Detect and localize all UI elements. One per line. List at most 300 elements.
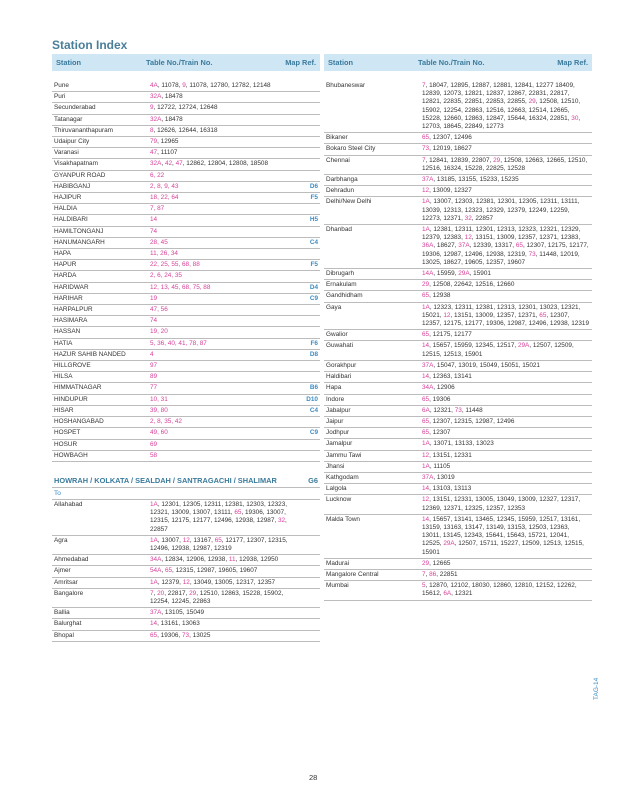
table-numbers xyxy=(422,452,590,460)
table-numbers xyxy=(150,567,288,575)
station-name: Puri xyxy=(54,93,66,101)
train-numbers: , 12363, 13141 xyxy=(429,373,472,381)
table-row xyxy=(52,339,320,350)
train-numbers: , 12507, 12509, 12515, 12513, 15901 xyxy=(422,342,574,358)
table-ref: 11, 26, 34 xyxy=(150,250,178,258)
station-name: Madurai xyxy=(326,559,350,567)
table-ref: 20 xyxy=(157,589,165,597)
station-name: Kathgodam xyxy=(326,473,359,481)
map-ref xyxy=(288,93,318,101)
table-ref: 1A xyxy=(150,500,158,508)
train-numbers: , 12339, 13317, xyxy=(469,242,516,250)
table-row xyxy=(52,451,320,462)
station-name: Bhopal xyxy=(54,631,74,639)
table-numbers xyxy=(150,317,288,325)
station-name: HARPALPUR xyxy=(54,306,93,314)
table-row xyxy=(52,193,320,204)
table-ref: 29A xyxy=(443,540,455,548)
table-ref: 7 xyxy=(422,82,426,89)
map-ref: D4 xyxy=(309,283,318,291)
table-row xyxy=(52,383,320,394)
station-name: Ajmer xyxy=(54,567,71,575)
table-numbers xyxy=(150,537,288,553)
train-numbers: , 15657, 13141, 13465, 12345, 15959, 12517, 13161, 13159, 13163, 13147, 13149, 13153, 12503, 12363, 13011, 13145, 12343, 15641, 15643, 15721, 12041, 12525, xyxy=(422,515,581,548)
table-ref: 14 xyxy=(422,373,430,381)
train-numbers: , 13105, 15049 xyxy=(161,609,205,617)
map-ref: D10 xyxy=(306,395,318,403)
map-ref xyxy=(288,138,318,146)
table-row xyxy=(324,361,592,372)
table-row xyxy=(52,159,320,170)
table-ref: 12 xyxy=(422,496,430,504)
table-ref: 65 xyxy=(422,395,430,403)
table-ref: 12 xyxy=(182,536,190,544)
table-ref: 34A xyxy=(422,384,434,392)
table-row xyxy=(324,495,592,514)
table-ref: 1A xyxy=(422,303,430,311)
table-numbers xyxy=(150,194,288,202)
station-name: HAMILTONGANJ xyxy=(54,227,104,235)
station-name: HALDIBARI xyxy=(54,216,88,224)
table-ref: 12 xyxy=(464,234,472,242)
train-numbers: , 12323, 12311, 12381, 12313, 12301, 13023, 12321, 15021, xyxy=(422,303,581,319)
table-ref: 29 xyxy=(189,589,197,597)
table-ref: 37A xyxy=(458,242,470,250)
table-row xyxy=(324,428,592,439)
table-ref: 14 xyxy=(422,515,430,523)
table-numbers xyxy=(150,172,288,180)
table-ref: 12, 13, 45, 68, 75, 88 xyxy=(150,283,211,291)
station-name: HARDA xyxy=(54,272,77,280)
side-tab: TAG-14 xyxy=(593,677,600,700)
table-numbers xyxy=(150,239,288,247)
table-numbers xyxy=(422,582,590,598)
table-numbers xyxy=(150,216,288,224)
map-ref xyxy=(288,501,318,534)
station-name: Jodhpur xyxy=(326,429,350,437)
table-numbers xyxy=(150,351,288,359)
table-ref: 32A xyxy=(150,160,162,168)
table-row xyxy=(52,81,320,92)
train-numbers: , 12381, 12311, 12301, 12313, 12323, 12321, 12329, 12379, 12383, xyxy=(422,226,581,242)
section-to-label: To xyxy=(52,488,320,500)
table-ref: 2, 8, 9, 43 xyxy=(150,182,179,190)
table-ref: 58 xyxy=(150,451,158,459)
station-name: Varanasi xyxy=(54,149,79,157)
table-row xyxy=(52,215,320,226)
table-ref: 69 xyxy=(150,440,158,448)
train-numbers: , 15959, xyxy=(433,270,459,278)
table-numbers xyxy=(150,261,288,269)
station-name: Dhanbad xyxy=(326,226,352,234)
table-ref: 65 xyxy=(214,536,222,544)
train-numbers: , 13161, 13063 xyxy=(157,620,200,628)
map-ref: C4 xyxy=(309,238,318,246)
table-numbers xyxy=(150,228,288,236)
table-ref: 36A xyxy=(422,242,434,250)
table-row xyxy=(52,327,320,338)
table-header-right xyxy=(324,54,592,71)
table-numbers xyxy=(150,306,288,314)
map-ref: H5 xyxy=(309,216,318,224)
station-name: Bokaro Steel City xyxy=(326,145,376,153)
train-numbers: , 12722, 12724, 12648 xyxy=(153,104,218,112)
train-numbers: , 11105 xyxy=(429,462,451,470)
train-numbers: , 13167, xyxy=(189,536,215,544)
map-ref xyxy=(288,127,318,135)
station-name: HABIBGANJ xyxy=(54,182,91,190)
table-row xyxy=(324,451,592,462)
train-numbers: , 15901 xyxy=(469,270,491,278)
table-numbers xyxy=(150,556,288,564)
table-ref: 14 xyxy=(150,216,158,224)
train-numbers: , 11078, 12780, 12782, 12148 xyxy=(185,82,271,89)
table-numbers xyxy=(422,198,590,223)
table-ref: 1A xyxy=(422,440,430,448)
train-numbers: , 13185, 13155, 15233, 15235 xyxy=(433,176,519,184)
table-numbers xyxy=(422,463,590,471)
map-ref: C9 xyxy=(309,294,318,302)
table-numbers xyxy=(150,429,288,437)
table-numbers xyxy=(422,187,590,195)
station-name: HAPA xyxy=(54,250,71,258)
station-name: Gandhidham xyxy=(326,292,363,300)
table-row xyxy=(52,500,320,536)
table-numbers xyxy=(150,396,288,404)
table-numbers xyxy=(422,485,590,493)
table-row xyxy=(52,555,320,566)
train-numbers: , 18478 xyxy=(161,93,183,101)
train-numbers: , 12834, 12906, 12938, xyxy=(161,556,229,564)
station-name: Agra xyxy=(54,536,68,544)
train-numbers: , 19306, 13007, 12315, 12175, 12177, 12496, 12938, 12987, xyxy=(150,509,286,525)
map-ref: C9 xyxy=(309,429,318,437)
train-numbers: , 19306, xyxy=(157,631,182,639)
station-name: HATIA xyxy=(54,339,73,347)
train-numbers: , 12870, 12102, 18030, 12860, 12810, 12152, 12262, 15612, xyxy=(422,582,577,598)
table-row xyxy=(52,417,320,428)
station-name: Delhi/New Delhi xyxy=(326,198,372,206)
table-numbers xyxy=(150,441,288,449)
map-ref xyxy=(288,317,318,325)
header-table: Table No./Train No. xyxy=(418,58,485,67)
train-numbers: , 13009, 12327 xyxy=(429,187,472,195)
table-ref: 37A xyxy=(422,176,434,184)
map-ref xyxy=(288,418,318,426)
header-station: Station xyxy=(328,58,354,67)
table-row xyxy=(52,204,320,215)
station-name: Chennai xyxy=(326,156,350,164)
map-ref: F5 xyxy=(310,261,318,269)
train-numbers: , 13007, xyxy=(157,536,183,544)
train-numbers: , 18047, 12895, 12887, 12881, 12841, 12277 18409, 12839, 12073, 12821, 12837, 12867, 22831, 22817, 12821, 22835, 22851, 22853, 22855, xyxy=(422,82,575,106)
table-numbers xyxy=(422,226,590,267)
table-row xyxy=(324,581,592,600)
table-ref: 32 xyxy=(464,214,472,222)
table-ref: 4 xyxy=(150,350,154,358)
train-numbers: , xyxy=(172,160,176,168)
table-row xyxy=(324,372,592,383)
table-row xyxy=(324,559,592,570)
table-numbers xyxy=(422,496,590,512)
train-numbers: , xyxy=(425,570,430,578)
map-ref xyxy=(288,82,318,90)
map-ref: D6 xyxy=(309,182,318,190)
table-numbers xyxy=(150,183,288,191)
table-numbers xyxy=(422,331,590,339)
table-row xyxy=(324,484,592,495)
table-numbers xyxy=(150,384,288,392)
right-column xyxy=(324,54,592,601)
table-numbers xyxy=(422,342,590,358)
table-ref: 65 xyxy=(422,134,430,142)
table-numbers xyxy=(422,373,590,381)
table-numbers xyxy=(150,149,288,157)
train-numbers: , 12321, xyxy=(429,406,455,414)
train-numbers: , 13025 xyxy=(189,631,211,639)
station-name: HOWBAGH xyxy=(54,451,88,459)
table-numbers xyxy=(150,632,288,640)
station-name: HOSHANGABAD xyxy=(54,418,104,426)
station-name: HARIHAR xyxy=(54,294,83,302)
map-ref xyxy=(288,306,318,314)
map-ref xyxy=(288,205,318,213)
table-row xyxy=(52,271,320,282)
table-ref: 14 xyxy=(422,342,430,350)
train-numbers: , xyxy=(161,567,165,575)
table-row xyxy=(52,406,320,417)
table-ref: 1A xyxy=(150,578,158,586)
station-name: HASIMARA xyxy=(54,317,88,325)
station-name: Ahmedabad xyxy=(54,556,89,564)
train-numbers: , 13151, 13009, 12357, 12371, 12383, xyxy=(471,234,581,242)
table-row xyxy=(324,156,592,175)
table-row xyxy=(52,227,320,238)
map-ref xyxy=(288,556,318,564)
station-name: HISAR xyxy=(54,406,74,414)
station-name: HARIDWAR xyxy=(54,283,89,291)
table-row xyxy=(324,280,592,291)
train-numbers: , 12307, 12357, 12175, 12177, 19306, 12987, 12496, 12938, 12319 xyxy=(422,311,590,328)
table-row xyxy=(52,238,320,249)
table-row xyxy=(52,249,320,260)
station-name: Jhansi xyxy=(326,462,345,470)
table-row xyxy=(324,395,592,406)
section-rows xyxy=(52,500,320,642)
table-row xyxy=(52,578,320,589)
table-ref: 14 xyxy=(150,620,158,628)
table-ref: 73 xyxy=(181,631,190,639)
station-name: HAJIPUR xyxy=(54,194,82,202)
table-numbers xyxy=(150,82,288,90)
station-name: HAPUR xyxy=(54,261,77,269)
station-name: Allahabad xyxy=(54,500,83,508)
table-numbers xyxy=(422,474,590,482)
table-ref: 18, 22, 64 xyxy=(150,194,179,202)
table-ref: 39, 80 xyxy=(150,406,168,414)
table-ref: 29 xyxy=(493,156,501,164)
table-row xyxy=(324,133,592,144)
table-row xyxy=(324,515,592,559)
table-row xyxy=(52,103,320,114)
station-name: Ernakulam xyxy=(326,281,357,289)
train-numbers: , 12938 xyxy=(429,292,451,300)
header-table: Table No./Train No. xyxy=(146,58,213,67)
table-ref: 6A xyxy=(443,590,452,598)
table-row xyxy=(52,148,320,159)
table-ref: 47 xyxy=(150,149,158,157)
table-ref: 6A xyxy=(422,406,430,414)
table-ref: 49, 60 xyxy=(150,429,168,437)
train-numbers: , 12703, 18645, 22849, 12773 xyxy=(422,114,581,131)
table-ref: 65 xyxy=(422,429,430,437)
station-name: GYANPUR ROAD xyxy=(54,171,106,179)
table-ref: 11 xyxy=(228,556,236,564)
table-numbers xyxy=(422,440,590,448)
table-ref: 65 xyxy=(539,311,547,319)
table-numbers xyxy=(150,452,288,460)
map-ref xyxy=(288,149,318,157)
table-ref: 12 xyxy=(182,578,190,586)
station-name: Jammu Tawi xyxy=(326,451,362,459)
train-numbers: , 12626, 12644, 16318 xyxy=(153,126,218,134)
table-ref: 65 xyxy=(150,631,158,639)
map-ref xyxy=(288,579,318,587)
train-numbers: , 12965 xyxy=(157,138,179,146)
table-row xyxy=(52,395,320,406)
table-row xyxy=(52,428,320,439)
station-name: Guwahati xyxy=(326,342,353,350)
table-numbers xyxy=(150,501,288,534)
table-ref: 7 xyxy=(150,589,154,597)
station-name: Balurghat xyxy=(54,620,82,628)
table-ref: 1A xyxy=(422,462,430,470)
table-numbers xyxy=(150,340,288,348)
train-numbers: , 22857 xyxy=(150,517,287,533)
header-map: Map Ref. xyxy=(285,58,316,67)
table-row xyxy=(324,291,592,302)
station-name: Haldibari xyxy=(326,373,352,381)
table-ref: 47, 56 xyxy=(150,306,168,314)
table-numbers xyxy=(150,284,288,292)
table-row xyxy=(324,341,592,360)
train-numbers: , 12307, 12175, 12177, 19306, 12987, 12496, 12938, 12319, xyxy=(422,242,589,258)
map-ref: C4 xyxy=(309,406,318,414)
train-numbers: , 13071, 13133, 13023 xyxy=(429,440,494,448)
table-ref: 6, 22 xyxy=(150,171,165,179)
station-name: HILLGROVE xyxy=(54,362,91,370)
train-numbers: , 12510, 12863, 15228, 15902, 12254, 12245, 22863 xyxy=(150,589,284,605)
table-numbers xyxy=(150,328,288,336)
table-numbers xyxy=(422,145,590,153)
station-name: Thiruvananthapuram xyxy=(54,126,113,134)
table-ref: 7, 87 xyxy=(150,205,165,213)
train-numbers: , 12307 xyxy=(429,429,451,437)
train-numbers: , 11448, 12019, 13025, 18627, 19605, 12357, 19607 xyxy=(422,250,580,266)
table-numbers xyxy=(422,516,590,557)
station-name: Amritsar xyxy=(54,578,78,586)
map-ref xyxy=(288,160,318,168)
table-row xyxy=(52,440,320,451)
map-ref: D8 xyxy=(309,350,318,358)
table-ref: 73 xyxy=(454,406,462,414)
station-name: HANUMANGARH xyxy=(54,238,105,246)
station-name: Gaya xyxy=(326,303,342,311)
table-ref: 12 xyxy=(422,187,430,195)
table-ref: 14 xyxy=(422,485,430,493)
table-numbers xyxy=(150,127,288,135)
table-ref: 28, 45 xyxy=(150,238,168,246)
train-numbers: , 22817, xyxy=(164,589,190,597)
table-ref: 19 xyxy=(150,294,158,302)
table-numbers xyxy=(422,407,590,415)
table-row xyxy=(52,536,320,555)
train-numbers: , 12665 xyxy=(429,559,451,567)
table-ref: 65 xyxy=(234,509,242,517)
table-header xyxy=(52,54,320,71)
map-ref xyxy=(288,441,318,449)
table-ref: 7 xyxy=(422,156,426,164)
table-row xyxy=(324,186,592,197)
station-name: HIMMATNAGAR xyxy=(54,384,102,392)
table-ref: 2, 8, 35, 42 xyxy=(150,418,182,426)
map-ref: F6 xyxy=(310,339,318,347)
table-ref: 54A xyxy=(150,567,162,575)
train-numbers: , 12019, 18627 xyxy=(429,145,472,153)
table-row xyxy=(324,144,592,155)
map-ref xyxy=(288,116,318,124)
header-map: Map Ref. xyxy=(557,58,588,67)
table-row xyxy=(324,269,592,280)
table-row xyxy=(52,566,320,577)
table-row xyxy=(52,171,320,182)
station-name: Jaipur xyxy=(326,417,344,425)
table-row xyxy=(324,330,592,341)
train-numbers: , 12301, 12305, 12311, 12381, 12303, 12323, 12321, 13009, 13007, 13111, xyxy=(150,500,288,517)
station-name: HASSAN xyxy=(54,328,81,336)
train-numbers: , 11107 xyxy=(157,149,178,157)
train-numbers: , 13151, 13009, 12357, 12371, xyxy=(450,311,540,319)
map-ref xyxy=(288,620,318,628)
table-ref: 4A xyxy=(150,82,158,89)
station-name: Jabalpur xyxy=(326,406,351,414)
station-name: Mumbai xyxy=(326,582,349,590)
station-name: Indore xyxy=(326,395,345,403)
table-ref: 29A xyxy=(458,270,470,278)
station-name: HILSA xyxy=(54,373,73,381)
table-row xyxy=(324,439,592,450)
table-numbers xyxy=(422,560,590,568)
table-row xyxy=(52,372,320,383)
train-numbers: , 12321 xyxy=(451,590,473,598)
table-row xyxy=(52,126,320,137)
station-name: Ballia xyxy=(54,609,70,617)
table-ref: 32 xyxy=(277,517,286,525)
station-name: Gwalior xyxy=(326,331,348,339)
table-numbers xyxy=(150,373,288,381)
table-row xyxy=(324,473,592,484)
map-ref xyxy=(288,362,318,370)
station-name: Secunderabad xyxy=(54,104,96,112)
table-row xyxy=(52,631,320,642)
table-row xyxy=(324,197,592,225)
table-ref: 12 xyxy=(422,451,430,459)
train-numbers: , 11078, xyxy=(157,82,183,89)
table-ref: 7 xyxy=(422,570,426,578)
table-row xyxy=(52,619,320,630)
table-numbers xyxy=(422,176,590,184)
table-numbers xyxy=(150,93,288,101)
